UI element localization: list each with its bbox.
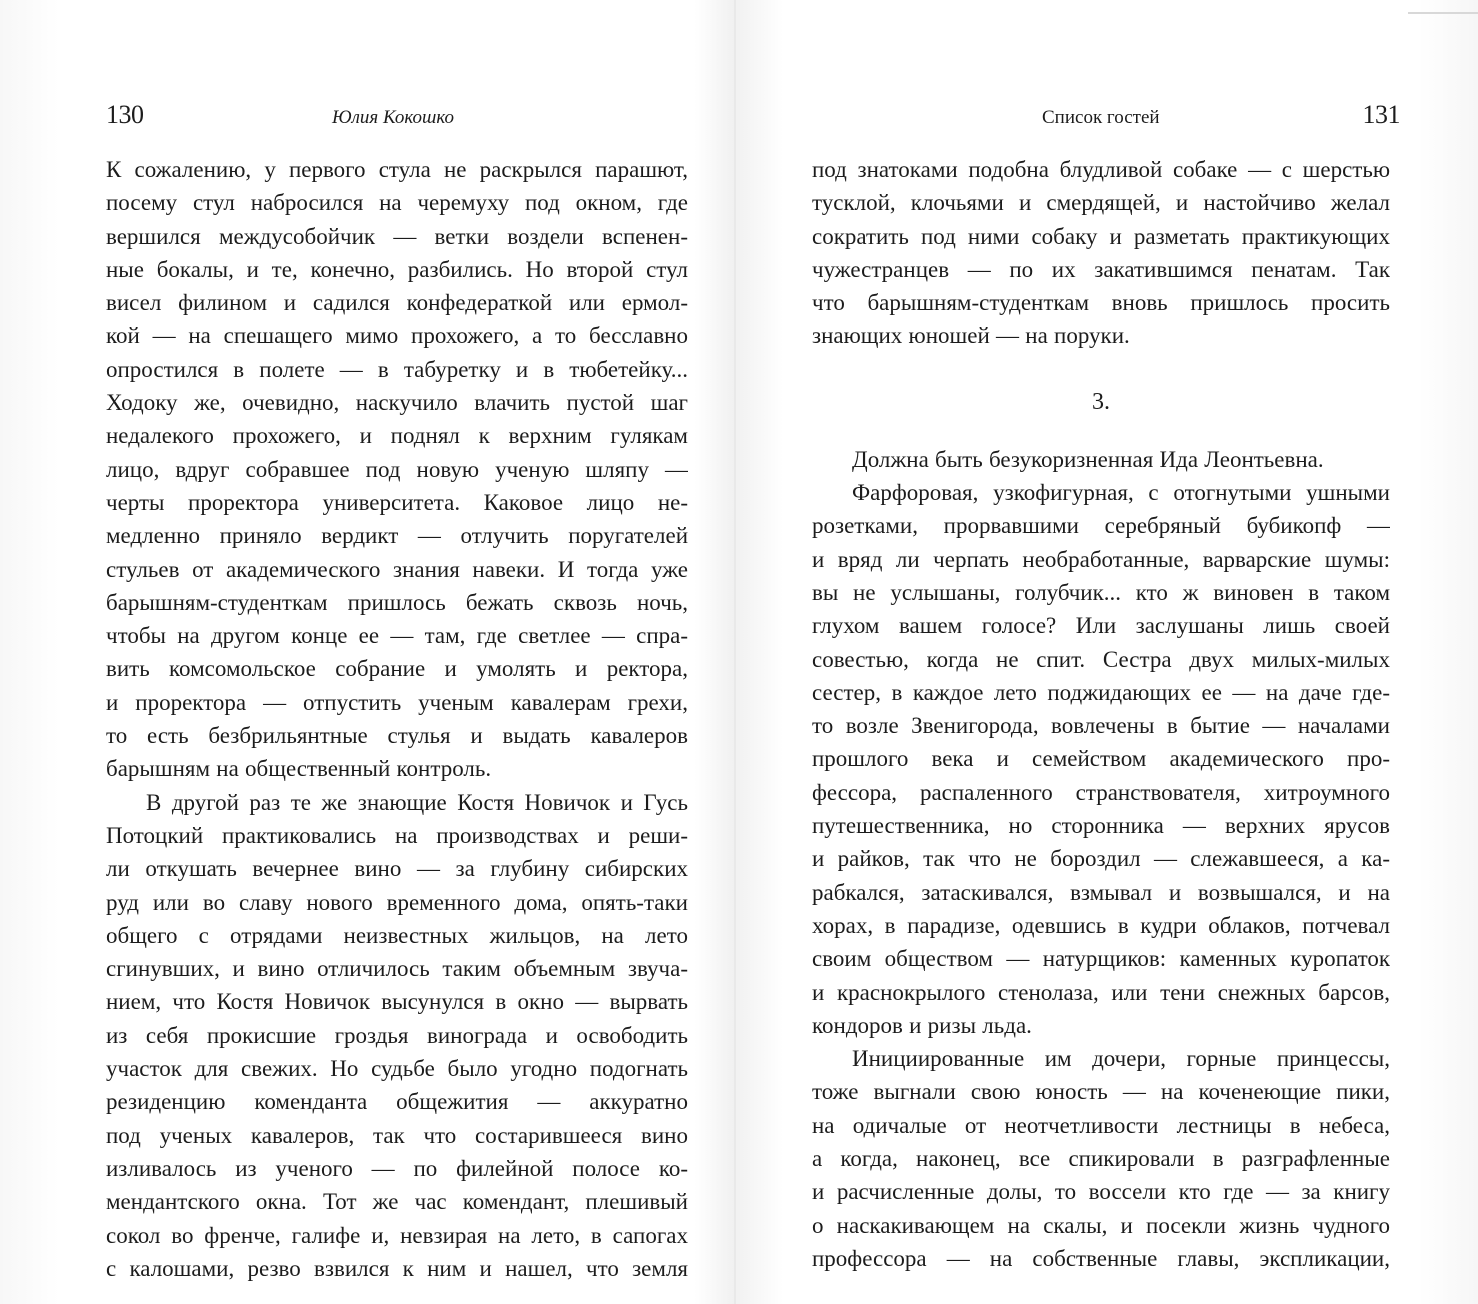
text-line: ли откушать вечернее вино — за глубину сибирских bbox=[106, 856, 688, 882]
text-line: нием, что Костя Новичок высунулся в окно — вырвать bbox=[106, 989, 688, 1015]
text-line: под ученых кавалеров, так что состарившееся вино bbox=[106, 1122, 688, 1148]
text-line: ные бокалы, и те, конечно, разбились. Но второй стул bbox=[106, 256, 688, 282]
text-line: розетками, прорвавшими серебряный бубикопф — bbox=[812, 513, 1390, 539]
text-line: чужестранцев — по их закатившимся пенатам. Так bbox=[812, 256, 1390, 282]
text-line: а когда, наконец, все спикировали в разграфленные bbox=[812, 1146, 1390, 1172]
text-line: тоже выгнали свою юность — на коченеющие пики, bbox=[812, 1079, 1390, 1105]
text-line: барышням на общественный контроль. bbox=[106, 756, 492, 782]
text-line: стульев от академического знания навеки. И тогда уже bbox=[106, 556, 688, 582]
text-line: висел филином и садился конфедераткой или ермол- bbox=[106, 290, 688, 316]
right-book-title: Список гостей bbox=[1042, 107, 1160, 128]
left-running-head bbox=[106, 100, 688, 140]
text-line: сократить под ними собаку и разметать практикующих bbox=[812, 223, 1390, 249]
text-line: кой — на спешащего мимо прохожего, а то бесславно bbox=[106, 323, 688, 349]
text-line: рабкался, затаскивался, взмывал и возвышался, и на bbox=[812, 879, 1390, 905]
left-page bbox=[106, 0, 688, 1304]
text-line: вить комсомольское собрание и умолять и ректора, bbox=[106, 656, 688, 682]
text-line: посему стул набросился на черемуху под окном, где bbox=[106, 190, 688, 216]
text-line: Ходоку же, очевидно, наскучило влачить пустой шаг bbox=[106, 390, 688, 416]
text-line: путешественника, но сторонника — верхних ярусов bbox=[812, 813, 1390, 839]
text-line: глухом вашем голосе? Или заслушаны лишь своей bbox=[812, 613, 1390, 639]
text-line: чтобы на другом конце ее — там, где светлее — спра- bbox=[106, 623, 688, 649]
left-author-name: Юлия Кокошко bbox=[332, 107, 455, 128]
text-line: своим обществом — натурщиков: каменных куропаток bbox=[812, 946, 1390, 972]
text-line: К сожалению, у первого стула не раскрылся парашют, bbox=[106, 157, 688, 182]
text-line: и райков, так что не бороздил — слежавшееся, а ка- bbox=[812, 846, 1390, 872]
section-heading: 3. bbox=[1092, 388, 1110, 415]
text-line: изливалось из ученого — по филейной полосе ко- bbox=[106, 1155, 688, 1181]
text-line: вершился междусобойчик — ветки воздели вспенен- bbox=[106, 223, 688, 249]
text-line: хорах, в парадизе, одевшись в кудри облаков, потчевал bbox=[812, 912, 1390, 938]
text-line: прошлого века и семейством академического про- bbox=[812, 746, 1390, 772]
text-line: лицо, вдруг собравшее под новую ученую шляпу — bbox=[106, 456, 688, 482]
text-line: что барышням-студенткам вновь пришлось просить bbox=[812, 290, 1390, 316]
right-text-top bbox=[812, 153, 1390, 353]
right-running-head bbox=[812, 100, 1400, 140]
text-line: о наскакивающем на скалы, и посекли жизнь чудного bbox=[812, 1212, 1390, 1238]
right-page-number: 131 bbox=[1362, 100, 1400, 129]
text-line: резиденцию коменданта общежития — аккуратно bbox=[106, 1089, 688, 1115]
right-text-bottom bbox=[812, 443, 1390, 1275]
text-line: тусклой, клочьями и смердящей, и настойчиво желал bbox=[812, 190, 1390, 216]
text-line: на одичалые от неотчетливости лестницы в небеса, bbox=[812, 1112, 1390, 1138]
text-line: под знатоками подобна блудливой собаке — с шерстью bbox=[812, 157, 1390, 182]
scan-edge-mark bbox=[1408, 12, 1478, 14]
text-line: из себя прокисшие гроздья винограда и освободить bbox=[106, 1022, 688, 1048]
text-line: вы не услышаны, голубчик... кто ж виновен в таком bbox=[812, 579, 1390, 605]
text-line: то есть безбрильянтные стулья и выдать кавалеров bbox=[106, 723, 688, 749]
text-line: сестер, в каждое лето поджидающих ее — на даче где- bbox=[812, 679, 1390, 705]
text-line: медленно приняло вердикт — отлучить поругателей bbox=[106, 523, 688, 549]
text-line: то возле Звенигорода, вовлечены в бытие — началами bbox=[812, 713, 1390, 739]
text-line: и проректора — отпустить ученым кавалерам грехи, bbox=[106, 689, 688, 715]
text-line: мендантского окна. Тот же час комендант, плешивый bbox=[106, 1189, 688, 1215]
right-page bbox=[812, 0, 1400, 1304]
text-line: сокол во френче, галифе и, невзирая на лето, в сапогах bbox=[106, 1222, 688, 1248]
text-line: кондоров и ризы льда. bbox=[812, 1012, 1032, 1038]
text-line: и вряд ли черпать необработанные, варварские шумы: bbox=[812, 546, 1390, 572]
text-line: общего с отрядами неизвестных жильцов, на лето bbox=[106, 922, 688, 948]
text-line: руд или во славу нового временного дома, опять-таки bbox=[106, 889, 688, 915]
text-line: профессора — на собственные главы, экспликации, bbox=[812, 1245, 1390, 1271]
text-line: участок для свежих. Но судьбе было угодно подогнать bbox=[106, 1056, 688, 1082]
text-line: Фарфоровая, узкофигурная, с отогнутыми ушными bbox=[852, 480, 1390, 506]
text-line: Инициированные им дочери, горные принцессы, bbox=[852, 1046, 1390, 1072]
right-body-text bbox=[812, 153, 1390, 1275]
text-line: В другой раз те же знающие Костя Новичок и Гусь bbox=[146, 789, 688, 815]
text-line: Должна быть безукоризненная Ида Леонтьевна. bbox=[852, 446, 1324, 472]
text-line: черты проректора университета. Каковое лицо не- bbox=[106, 489, 688, 515]
text-line: знающих юношей — на поруки. bbox=[812, 323, 1130, 349]
text-line: барышням-студенткам пришлось бежать сквозь ночь, bbox=[106, 589, 688, 615]
book-gutter bbox=[734, 0, 736, 1304]
text-line: опростился в полете — в табуретку и в тюбетейку... bbox=[106, 356, 688, 382]
text-line: и расчисленные долы, то воссели кто где — за книгу bbox=[812, 1179, 1390, 1205]
left-body-text bbox=[106, 153, 688, 1285]
text-line: Потоцкий практиковались на производствах и реши- bbox=[106, 822, 688, 848]
text-line: недалекого прохожего, и поднял к верхним гулякам bbox=[106, 423, 688, 449]
left-page-number: 130 bbox=[106, 100, 144, 129]
text-line: сгинувших, и вино отличилось таким объемным звуча- bbox=[106, 956, 688, 982]
text-line: с калошами, резво взвился к ним и нашел, что земля bbox=[106, 1255, 688, 1281]
text-line: фессора, распаленного странствователя, хитроумного bbox=[812, 779, 1390, 805]
text-line: совестью, когда не спит. Сестра двух милых-милых bbox=[812, 646, 1390, 672]
text-line: и краснокрылого стенолаза, или тени снежных барсов, bbox=[812, 979, 1390, 1005]
